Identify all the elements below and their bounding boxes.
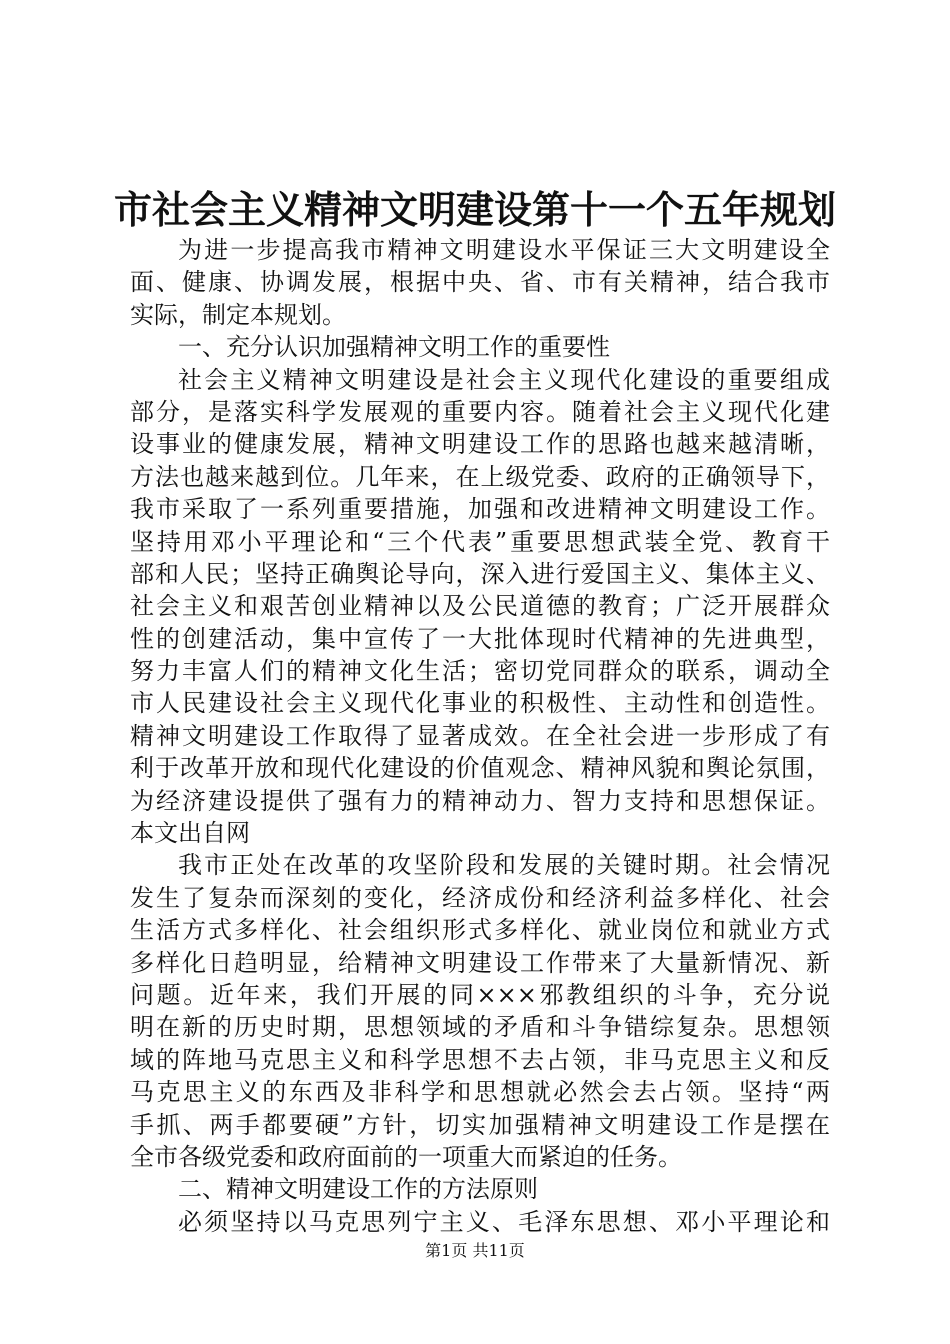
body-line: 利于改革开放和现代化建设的价值观念、精神风貌和舆论氛围，: [130, 754, 830, 783]
body-line: 本文出自网: [130, 819, 250, 848]
body-line: 社会主义和艰苦创业精神以及公民道德的教育；广泛开展群众: [130, 592, 830, 621]
body-line: 面、健康、协调发展，根据中央、省、市有关精神，结合我市: [130, 268, 830, 297]
body-line: 市人民建设社会主义现代化事业的积极性、主动性和创造性。: [130, 689, 830, 718]
body-line: 发生了复杂而深刻的变化，经济成份和经济利益多样化、社会: [130, 883, 830, 912]
body-line: 必须坚持以马克思列宁主义、毛泽东思想、邓小平理论和: [178, 1207, 830, 1236]
body-line: 实际，制定本规划。: [130, 300, 346, 329]
section-heading: 二、精神文明建设工作的方法原则: [178, 1175, 538, 1204]
body-line: 域的阵地马克思主义和科学思想不去占领，非马克思主义和反: [130, 1045, 830, 1074]
page-number-footer: 第1页 共11页: [425, 1241, 525, 1260]
body-line: 努力丰富人们的精神文化生活；密切党同群众的联系，调动全: [130, 657, 830, 686]
body-line: 我市采取了一系列重要措施，加强和改进精神文明建设工作。: [130, 495, 830, 524]
body-line: 为进一步提高我市精神文明建设水平保证三大文明建设全: [178, 236, 830, 264]
body-line: 性的创建活动，集中宣传了一大批体现时代精神的先进典型，: [130, 624, 830, 653]
body-line: 部和人民；坚持正确舆论导向，深入进行爱国主义、集体主义、: [130, 559, 830, 588]
body-line: 生活方式多样化、社会组织形式多样化、就业岗位和就业方式: [130, 916, 830, 945]
body-line: 部分，是落实科学发展观的重要内容。随着社会主义现代化建: [130, 397, 830, 426]
document-title: 市社会主义精神文明建设第十一个五年规划: [113, 188, 836, 232]
body-line: 马克思主义的东西及非科学和思想就必然会去占领。坚持“两: [130, 1078, 830, 1107]
body-line: 设事业的健康发展，精神文明建设工作的思路也越来越清晰，: [130, 430, 830, 459]
body-line: 方法也越来越到位。几年来，在上级党委、政府的正确领导下，: [130, 462, 830, 491]
body-line: 问题。近年来，我们开展的同×××邪教组织的斗争，充分说: [130, 980, 830, 1009]
body-line: 社会主义精神文明建设是社会主义现代化建设的重要组成: [178, 365, 830, 394]
body-line: 坚持用邓小平理论和“三个代表”重要思想武装全党、教育干: [130, 527, 830, 556]
body-line: 我市正处在改革的攻坚阶段和发展的关键时期。社会情况: [178, 851, 830, 880]
body-line: 多样化日趋明显，给精神文明建设工作带来了大量新情况、新: [130, 948, 830, 977]
body-line: 手抓、两手都要硬”方针，切实加强精神文明建设工作是摆在: [130, 1110, 830, 1139]
body-line: 为经济建设提供了强有力的精神动力、智力支持和思想保证。: [130, 786, 830, 815]
body-line: 明在新的历史时期，思想领域的矛盾和斗争错综复杂。思想领: [130, 1013, 830, 1042]
section-heading: 一、充分认识加强精神文明工作的重要性: [178, 333, 610, 362]
document-body: [130, 234, 830, 1238]
body-line: 精神文明建设工作取得了显著成效。在全社会进一步形成了有: [130, 721, 830, 750]
body-line: 全市各级党委和政府面前的一项重大而紧迫的任务。: [130, 1142, 682, 1171]
